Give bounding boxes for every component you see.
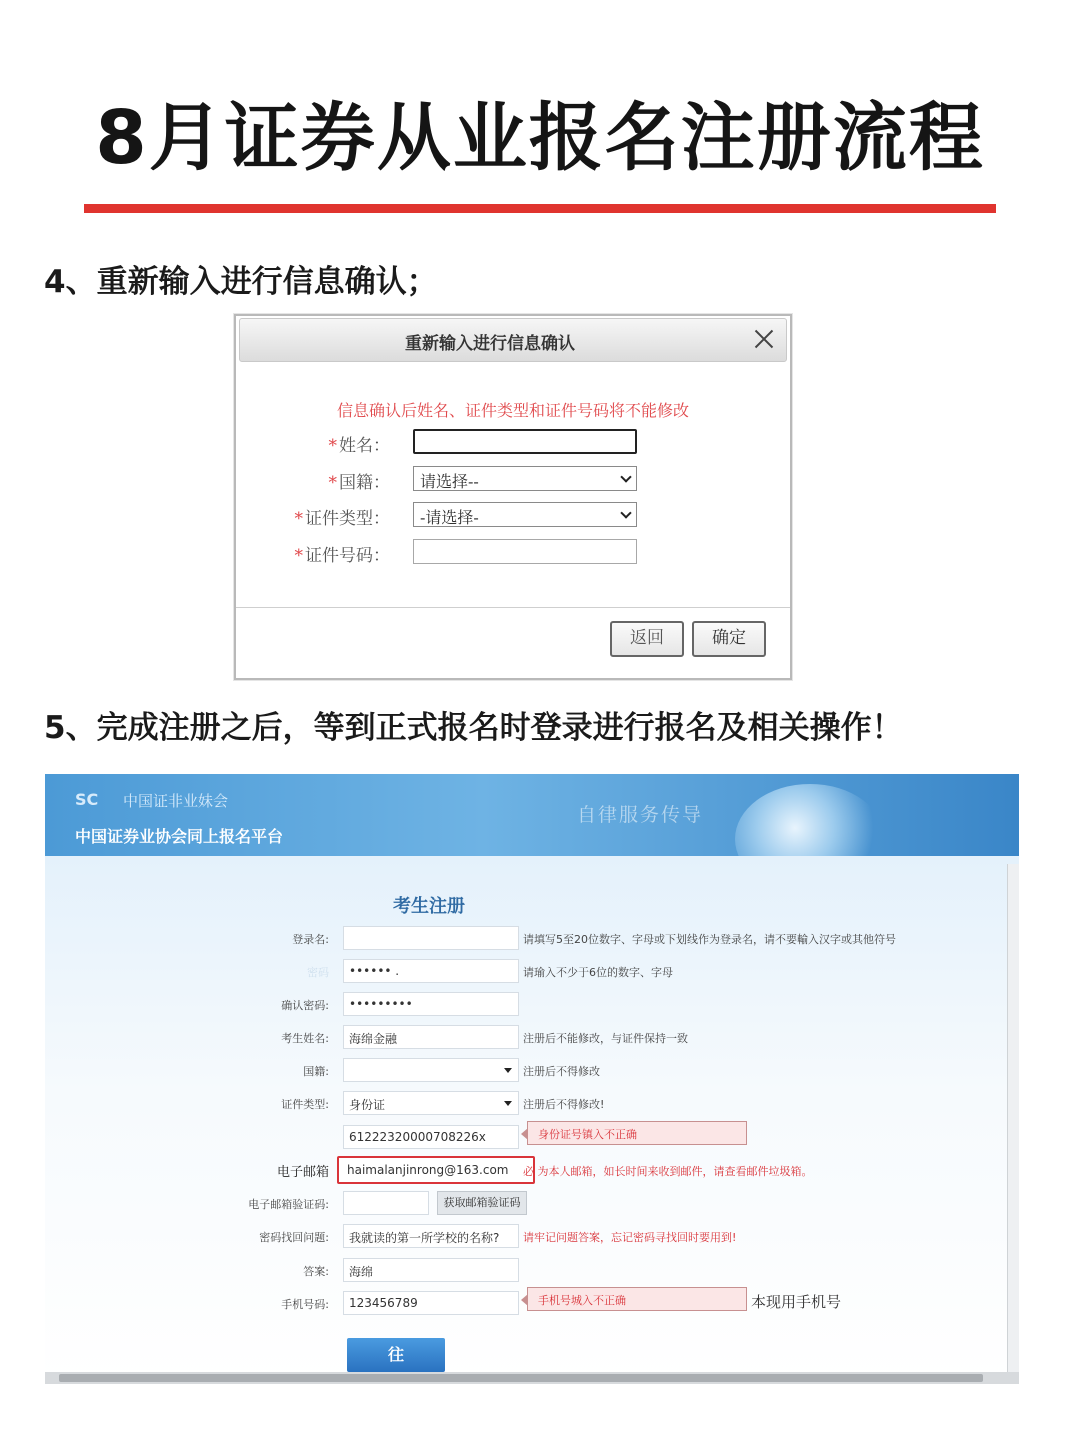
idnumber-label: * 证件号码： <box>294 546 390 566</box>
phone-note: 本现用手机号 <box>751 1293 842 1311</box>
security-question-select[interactable]: 我就读的第一所学校的名称? <box>343 1224 519 1248</box>
site-org-name: 中国证非业妹会 <box>123 792 229 810</box>
step-4-heading: 4、重新输入进行信息确认； <box>44 264 438 300</box>
idtype-reg-label: 证件类型: <box>281 1098 329 1111</box>
site-banner <box>45 774 1019 856</box>
title-underline <box>84 204 996 213</box>
candidate-name-row <box>45 1025 1019 1051</box>
email-code-label: 电子邮箱验证码: <box>248 1198 329 1211</box>
idtype-reg-hint: 注册后不得修改! <box>523 1098 605 1111</box>
page-title: 8月证券从业报名注册流程 <box>95 95 985 181</box>
idtype-label: * 证件类型： <box>294 509 390 529</box>
idtype-row <box>236 502 790 528</box>
email-code-input[interactable] <box>343 1191 429 1215</box>
candidate-name-label: 考生姓名: <box>281 1032 329 1045</box>
idtype-reg-select[interactable]: 身份证 <box>343 1091 519 1115</box>
submit-button[interactable]: 往 <box>347 1338 445 1372</box>
close-icon[interactable] <box>752 327 776 351</box>
idnumber-row <box>236 539 790 565</box>
email-input[interactable]: haimalanjinrong@163.com <box>337 1156 535 1184</box>
chevron-down-icon <box>620 471 631 482</box>
email-hint: 必 为本人邮箱，如长时间来收到邮件，请查看邮件垃圾箱。 <box>523 1165 813 1178</box>
password-label: 密码 <box>307 966 329 979</box>
idnumber-reg-input[interactable]: 61222320000708226x <box>343 1125 519 1149</box>
nationality-reg-select[interactable] <box>343 1058 519 1082</box>
dropdown-arrow-icon <box>504 1068 512 1073</box>
candidate-name-input[interactable]: 海绵金融 <box>343 1025 519 1049</box>
chevron-down-icon <box>620 507 631 518</box>
email-code-row <box>45 1191 1019 1217</box>
password-hint: 请瑜入不少于6位的数字、字母 <box>523 966 673 979</box>
login-hint: 请填写5至20位数字、字母或下划线作为登录名，请不要輸入汉字或其他符号 <box>523 933 896 946</box>
nationality-reg-row <box>45 1058 1019 1084</box>
candidate-name-hint: 注册后不能修改，与证件保持一致 <box>523 1032 688 1045</box>
nationality-label: * 国籍： <box>328 473 390 493</box>
dropdown-arrow-icon <box>504 1101 512 1106</box>
idnumber-reg-row <box>45 1125 1019 1151</box>
email-label: 电子邮箱 <box>276 1165 329 1180</box>
site-slogan: 自律服务传导 <box>577 804 704 826</box>
idtype-reg-row <box>45 1091 1019 1117</box>
step-5-heading: 5、完成注册之后，等到正式报名时登录进行报名及相关操作！ <box>44 710 903 746</box>
get-email-code-button[interactable]: 获取邮箱验证码 <box>437 1191 527 1215</box>
phone-row <box>45 1291 1019 1317</box>
idnumber-error-tip: 身份证号镇入不正确 <box>527 1121 747 1145</box>
dialog-divider <box>236 607 790 608</box>
confirm-password-input[interactable]: ••••••••• <box>343 992 519 1016</box>
nationality-reg-hint: 注册后不得修改 <box>523 1065 600 1078</box>
name-row <box>236 429 790 455</box>
security-question-label: 密码找回问题: <box>259 1231 329 1244</box>
phone-input[interactable]: 123456789 <box>343 1291 519 1315</box>
answer-row <box>45 1258 1019 1284</box>
registration-page <box>45 774 1019 1384</box>
confirm-password-row <box>45 992 1019 1018</box>
horizontal-scrollbar[interactable] <box>45 1372 1019 1384</box>
nationality-row <box>236 466 790 492</box>
site-logo: SC <box>75 790 99 809</box>
scrollbar-thumb[interactable] <box>59 1374 983 1382</box>
login-input[interactable] <box>343 926 519 950</box>
idnumber-input[interactable] <box>413 539 637 564</box>
dialog-header <box>239 318 787 362</box>
security-question-hint: 请牢记问题答案，忘记密码寻找回时要用到! <box>523 1231 737 1244</box>
name-label: * 姓名： <box>328 436 390 456</box>
password-input[interactable]: •••••• . <box>343 959 519 983</box>
phone-label: 手机号码: <box>281 1298 329 1311</box>
confirm-button[interactable]: 确定 <box>692 621 766 657</box>
vertical-scrollbar[interactable] <box>1007 864 1019 1372</box>
security-question-row <box>45 1224 1019 1250</box>
phone-error-tip: 手机号城入不正确 <box>527 1287 747 1311</box>
confirm-dialog <box>234 314 792 680</box>
login-label: 登录名: <box>292 933 329 946</box>
password-row <box>45 959 1019 985</box>
name-input[interactable] <box>413 429 637 454</box>
idtype-select[interactable]: -请选择- <box>413 502 637 527</box>
registration-heading: 考生注册 <box>393 896 465 917</box>
email-row <box>45 1158 1019 1184</box>
nationality-reg-label: 国籍: <box>303 1065 329 1078</box>
confirm-password-label: 确认密码: <box>281 999 329 1012</box>
dialog-warning: 信息确认后姓名、证件类型和证件号码将不能修改 <box>336 401 689 420</box>
nationality-select[interactable]: 请选择-- <box>413 466 637 491</box>
answer-label: 答案: <box>303 1265 329 1278</box>
back-button[interactable]: 返回 <box>610 621 684 657</box>
dialog-title: 重新输入进行信息确认 <box>405 334 575 354</box>
site-platform-name: 中国证券业协会同上报名平台 <box>75 827 284 846</box>
answer-input[interactable]: 海绵 <box>343 1258 519 1282</box>
login-row <box>45 926 1019 952</box>
